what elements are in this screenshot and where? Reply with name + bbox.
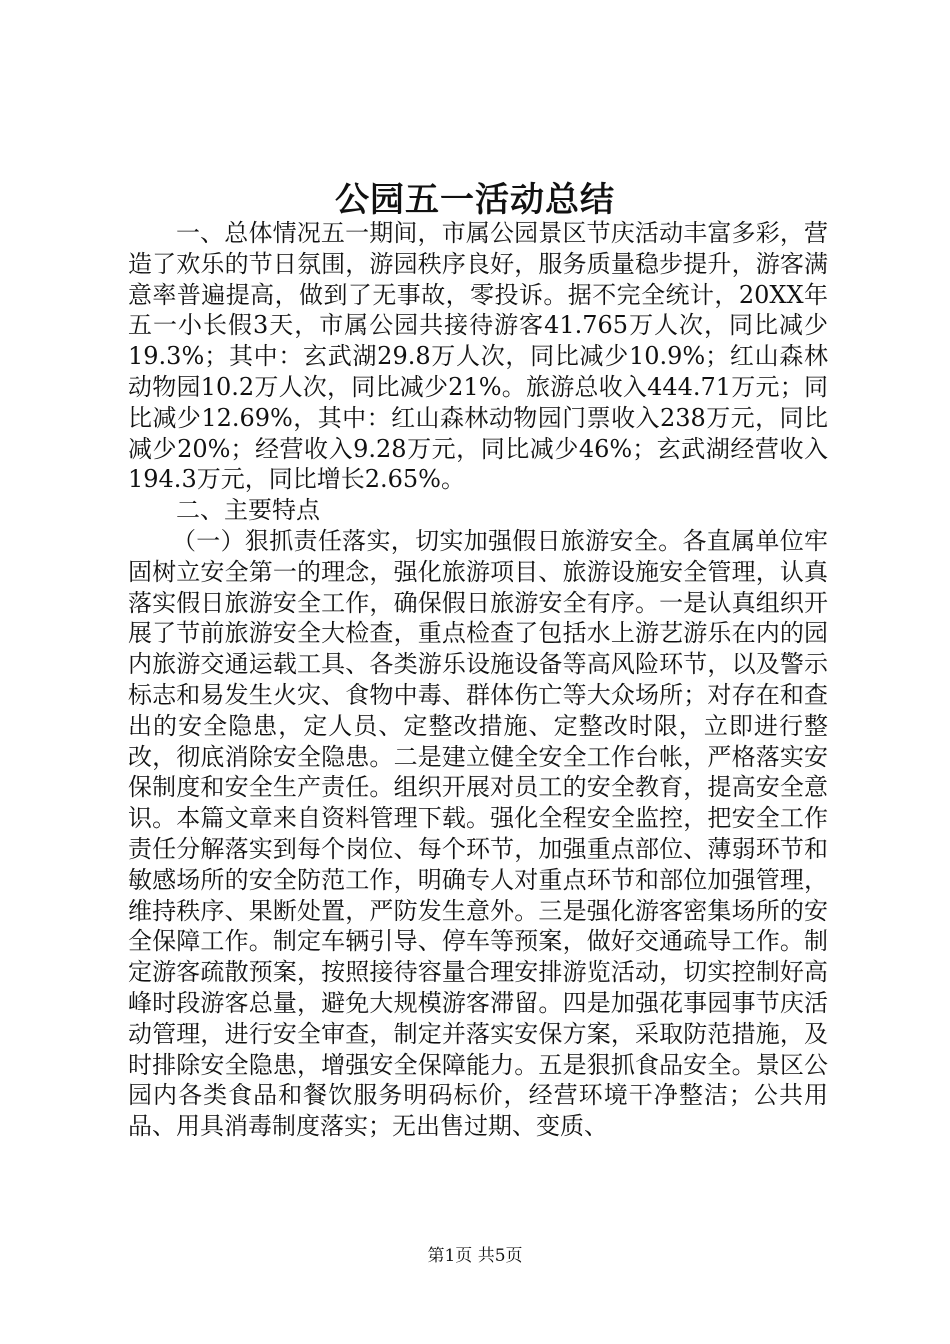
paragraph-overview: 一、总体情况五一期间，市属公园景区节庆活动丰富多彩，营造了欢乐的节日氛围，游园秩序良好，服务质量稳步提升，游客满意率普遍提高，做到了无事故，零投诉。据不完全统计，20XX年五一小长假3天，市属公园共接待游客41.765万人次，同比减少19.3%；其中：玄武湖29.8万人次，同比减少10.9%；红山森林动物园10.2万人次，同比减少21%。旅游总收入444.71万元；同比减少12.69%，其中：红山森林动物园门票收入238万元，同比减少20%；经营收入9.28万元，同比减少46%；玄武湖经营收入194.3万元，同比增长2.65%。: [128, 219, 828, 494]
page-number-footer: 第1页 共5页: [427, 1246, 523, 1266]
paragraph-section-heading: 二、主要特点: [176, 496, 320, 525]
paragraph-safety: （一）狠抓责任落实，切实加强假日旅游安全。各直属单位牢固树立安全第一的理念，强化旅游项目、旅游设施安全管理，认真落实假日旅游安全工作，确保假日旅游安全有序。一是认真组织开展了节前旅游安全大检查，重点检查了包括水上游艺游乐在内的园内旅游交通运载工具、各类游乐设施设备等高风险环节，以及警示标志和易发生火灾、食物中毒、群体伤亡等大众场所；对存在和查出的安全隐患，定人员、定整改措施、定整改时限，立即进行整改，彻底消除安全隐患。二是建立健全安全工作台帐，严格落实安保制度和安全生产责任。组织开展对员工的安全教育，提高安全意识。本篇文章来自资料管理下载。强化全程安全监控，把安全工作责任分解落实到每个岗位、每个环节，加强重点部位、薄弱环节和敏感场所的安全防范工作，明确专人对重点环节和部位加强管理，维持秩序、果断处置，严防发生意外。三是强化游客密集场所的安全保障工作。制定车辆引导、停车等预案，做好交通疏导工作。制定游客疏散预案，按照接待容量合理安排游览活动，切实控制好高峰时段游客总量，避免大规模游客滞留。四是加强花事园事节庆活动管理，进行安全审查，制定并落实安保方案，采取防范措施，及时排除安全隐患，增强安全保障能力。五是狠抓食品安全。景区公园内各类食品和餐饮服务明码标价，经营环境干净整洁；公共用品、用具消毒制度落实；无出售过期、变质、: [128, 526, 828, 1141]
document-title: 公园五一活动总结: [335, 180, 615, 220]
document-body: [128, 218, 828, 1142]
